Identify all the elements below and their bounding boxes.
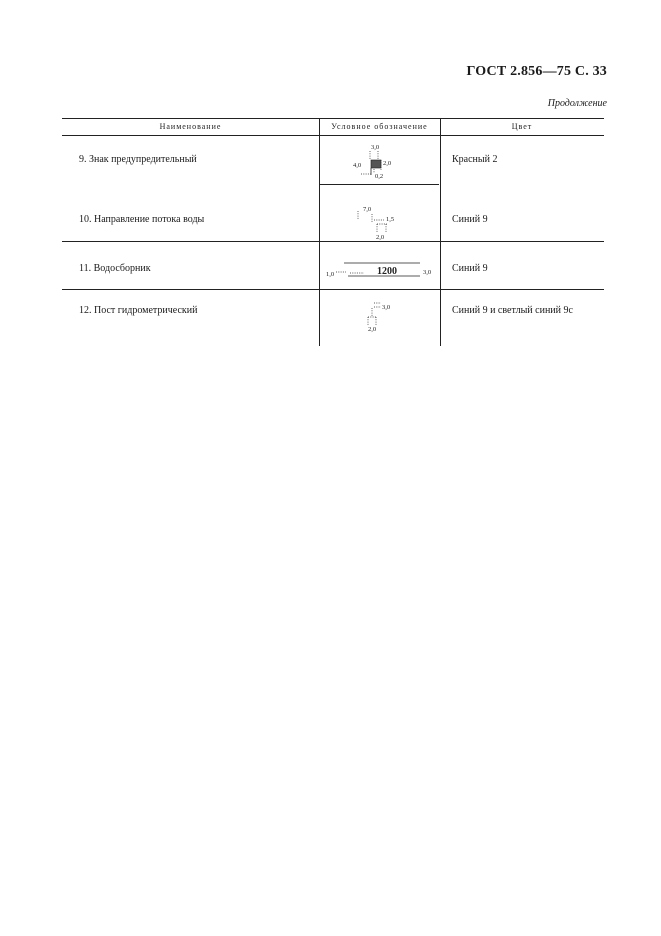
row-divider: [62, 289, 604, 290]
symbol-label: 1200: [377, 266, 397, 277]
symbol-label: 3,0: [382, 304, 391, 311]
hydrometric-post-symbol: [357, 299, 417, 339]
header-bottom-rule: [62, 135, 604, 136]
symbol-label: 2,0: [376, 234, 385, 241]
row-divider: [62, 241, 604, 242]
warning-sign-symbol: [347, 140, 417, 180]
row-color: Синий 9: [452, 263, 488, 274]
symbol-label: 4,0: [353, 162, 362, 169]
page-header: ГОСТ 2.856—75 С. 33: [466, 64, 607, 79]
sign-rect-mark: [371, 160, 381, 168]
symbol-label: 3,0: [371, 144, 380, 151]
row-name: 12. Пост гидрометрический: [79, 305, 198, 316]
symbol-label: 2,0: [368, 326, 377, 333]
row-name: 9. Знак предупредительный: [79, 154, 197, 165]
column-header-name: Наименование: [159, 122, 222, 131]
row-name: 11. Водосборник: [79, 263, 151, 274]
row-divider: [319, 184, 439, 185]
symbol-label: 1,0: [326, 271, 335, 278]
symbol-label: 2,0: [383, 160, 392, 167]
symbol-label: 3,0: [423, 269, 432, 276]
symbol-label: 0,2: [375, 173, 384, 180]
flow-direction-symbol: [347, 202, 417, 242]
row-color: Красный 2: [452, 154, 498, 165]
row-name: 10. Направление потока воды: [79, 214, 205, 225]
row-color: Синий 9 и светлый синий 9с: [452, 305, 573, 316]
symbol-label: 7,0: [363, 206, 372, 213]
column-header-symbol: Условное обозначение: [331, 122, 428, 131]
column-divider: [440, 118, 441, 346]
symbol-label: 1,5: [386, 216, 395, 223]
column-divider: [319, 118, 320, 346]
row-color: Синий 9: [452, 214, 488, 225]
column-header-color: Цвет: [511, 122, 533, 131]
continuation-label: Продолжение: [547, 98, 607, 109]
reservoir-symbol: [324, 258, 436, 284]
